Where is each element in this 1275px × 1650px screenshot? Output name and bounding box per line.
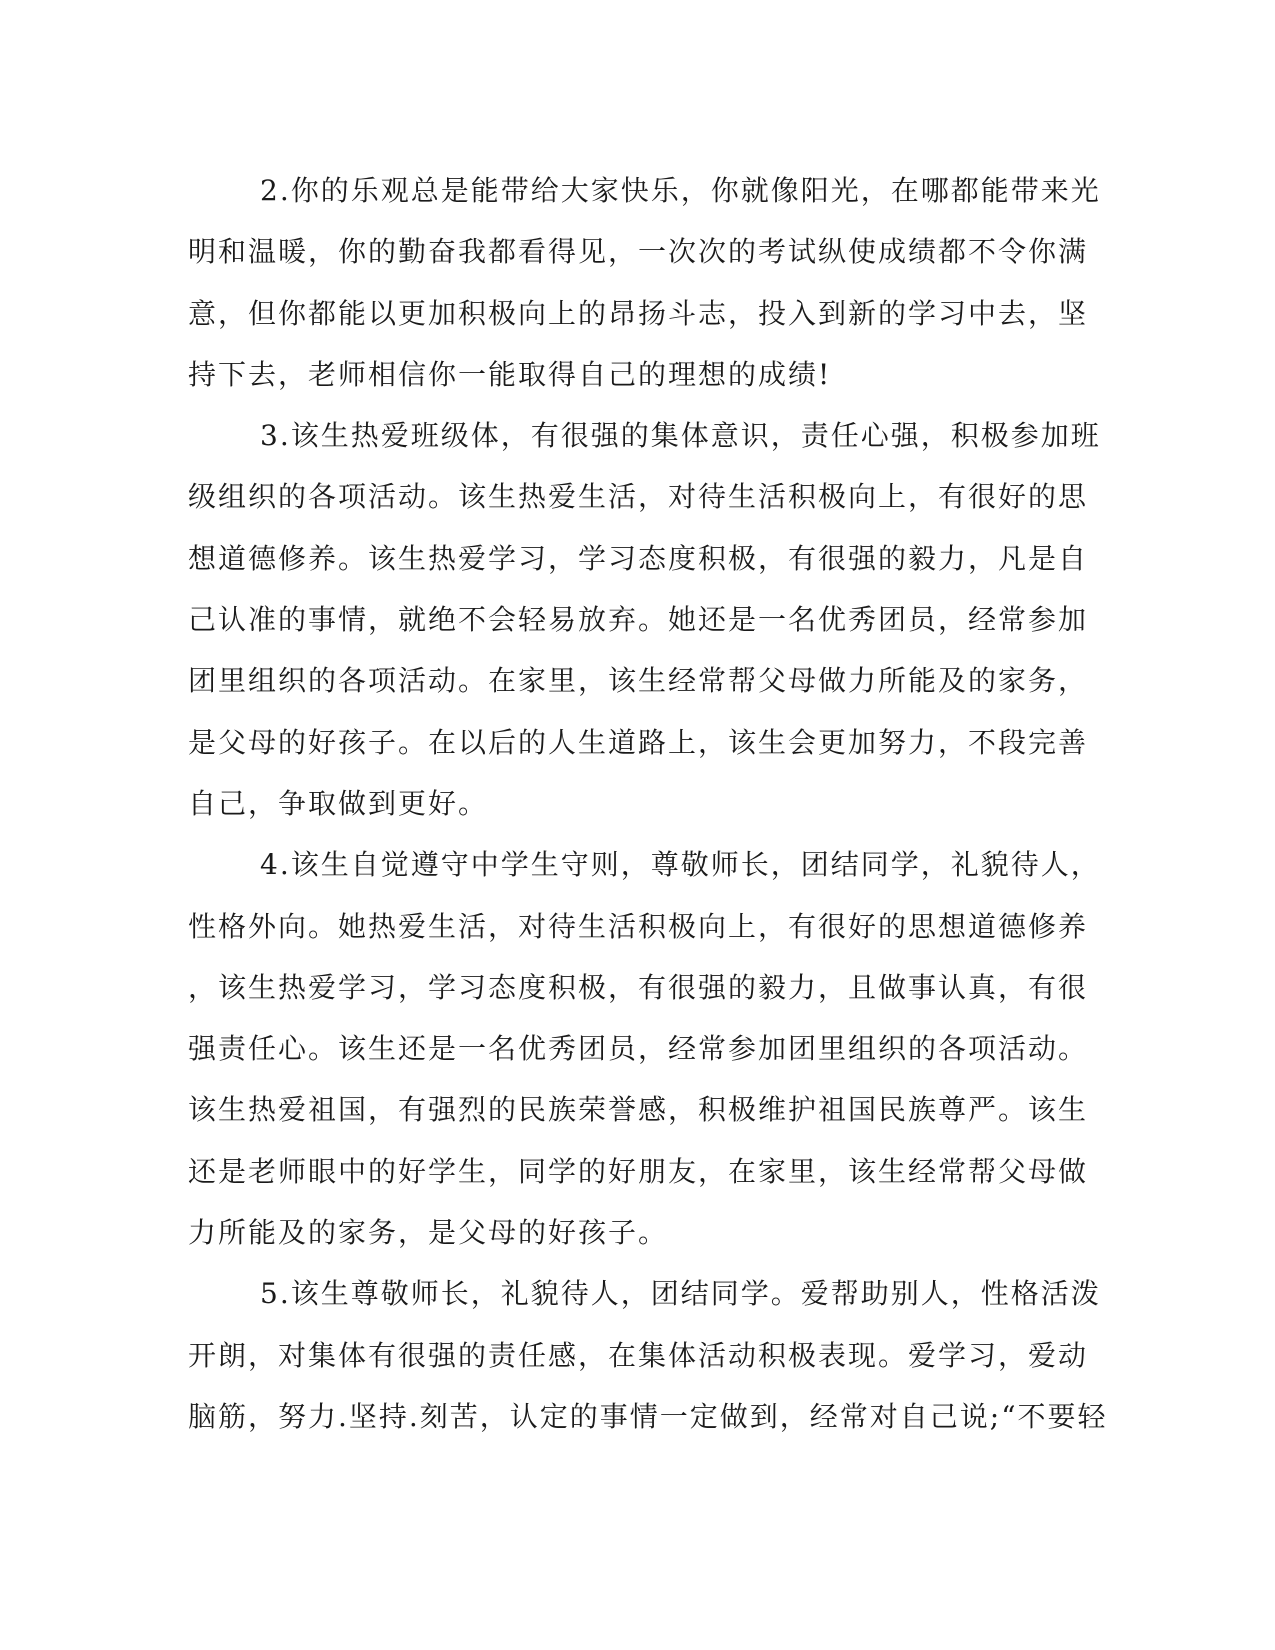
- paragraph-4: [188, 834, 1101, 1263]
- text-line: 脑筋，努力.坚持.刻苦，认定的事情一定做到，经常对自己说;“不要轻: [188, 1399, 1108, 1433]
- paragraph-3: [188, 405, 1101, 834]
- text-line: 持下去，老师相信你一能取得自己的理想的成绩!: [188, 357, 832, 391]
- text-line: 意，但你都能以更加积极向上的昂扬斗志，投入到新的学习中去，坚: [188, 296, 1089, 330]
- text-line: 想道德修养。该生热爱学习，学习态度积极，有很强的毅力，凡是自: [188, 541, 1089, 575]
- text-line: 力所能及的家务，是父母的好孩子。: [188, 1216, 669, 1250]
- text-line: 2.你的乐观总是能带给大家快乐，你就像阳光，在哪都能带来光: [260, 174, 1101, 207]
- paragraph-5: [188, 1263, 1108, 1447]
- text-line: 自己，争取做到更好。: [188, 786, 489, 820]
- text-line: 该生热爱祖国，有强烈的民族荣誉感，积极维护祖国民族尊严。该生: [188, 1093, 1089, 1127]
- text-line: 是父母的好孩子。在以后的人生道路上，该生会更加努力，不段完善: [188, 725, 1089, 759]
- text-line: 己认准的事情，就绝不会轻易放弃。她还是一名优秀团员，经常参加: [188, 603, 1089, 637]
- text-line: 5.该生尊敬师长，礼貌待人，团结同学。爱帮助别人，性格活泼: [260, 1277, 1101, 1311]
- paragraph-2: [188, 160, 1101, 405]
- document-page: [188, 160, 1108, 1447]
- text-line: 团里组织的各项活动。在家里，该生经常帮父母做力所能及的家务，: [188, 664, 1089, 698]
- text-line: 明和温暖，你的勤奋我都看得见，一次次的考试纵使成绩都不令你满: [188, 235, 1089, 269]
- text-line: 4.该生自觉遵守中学生守则，尊敬师长，团结同学，礼貌待人，: [260, 848, 1101, 882]
- text-line: 强责任心。该生还是一名优秀团员，经常参加团里组织的各项活动。: [188, 1032, 1089, 1066]
- text-line: 级组织的各项活动。该生热爱生活，对待生活积极向上，有很好的思: [188, 480, 1089, 514]
- text-line: 还是老师眼中的好学生，同学的好朋友，在家里，该生经常帮父母做: [188, 1154, 1089, 1188]
- text-line: 3.该生热爱班级体，有很强的集体意识，责任心强，积极参加班: [260, 419, 1101, 453]
- text-line: ，该生热爱学习，学习态度积极，有很强的毅力，且做事认真，有很: [188, 970, 1089, 1004]
- text-line: 性格外向。她热爱生活，对待生活积极向上，有很好的思想道德修养: [188, 909, 1089, 943]
- text-line: 开朗，对集体有很强的责任感，在集体活动积极表现。爱学习，爱动: [188, 1338, 1089, 1372]
